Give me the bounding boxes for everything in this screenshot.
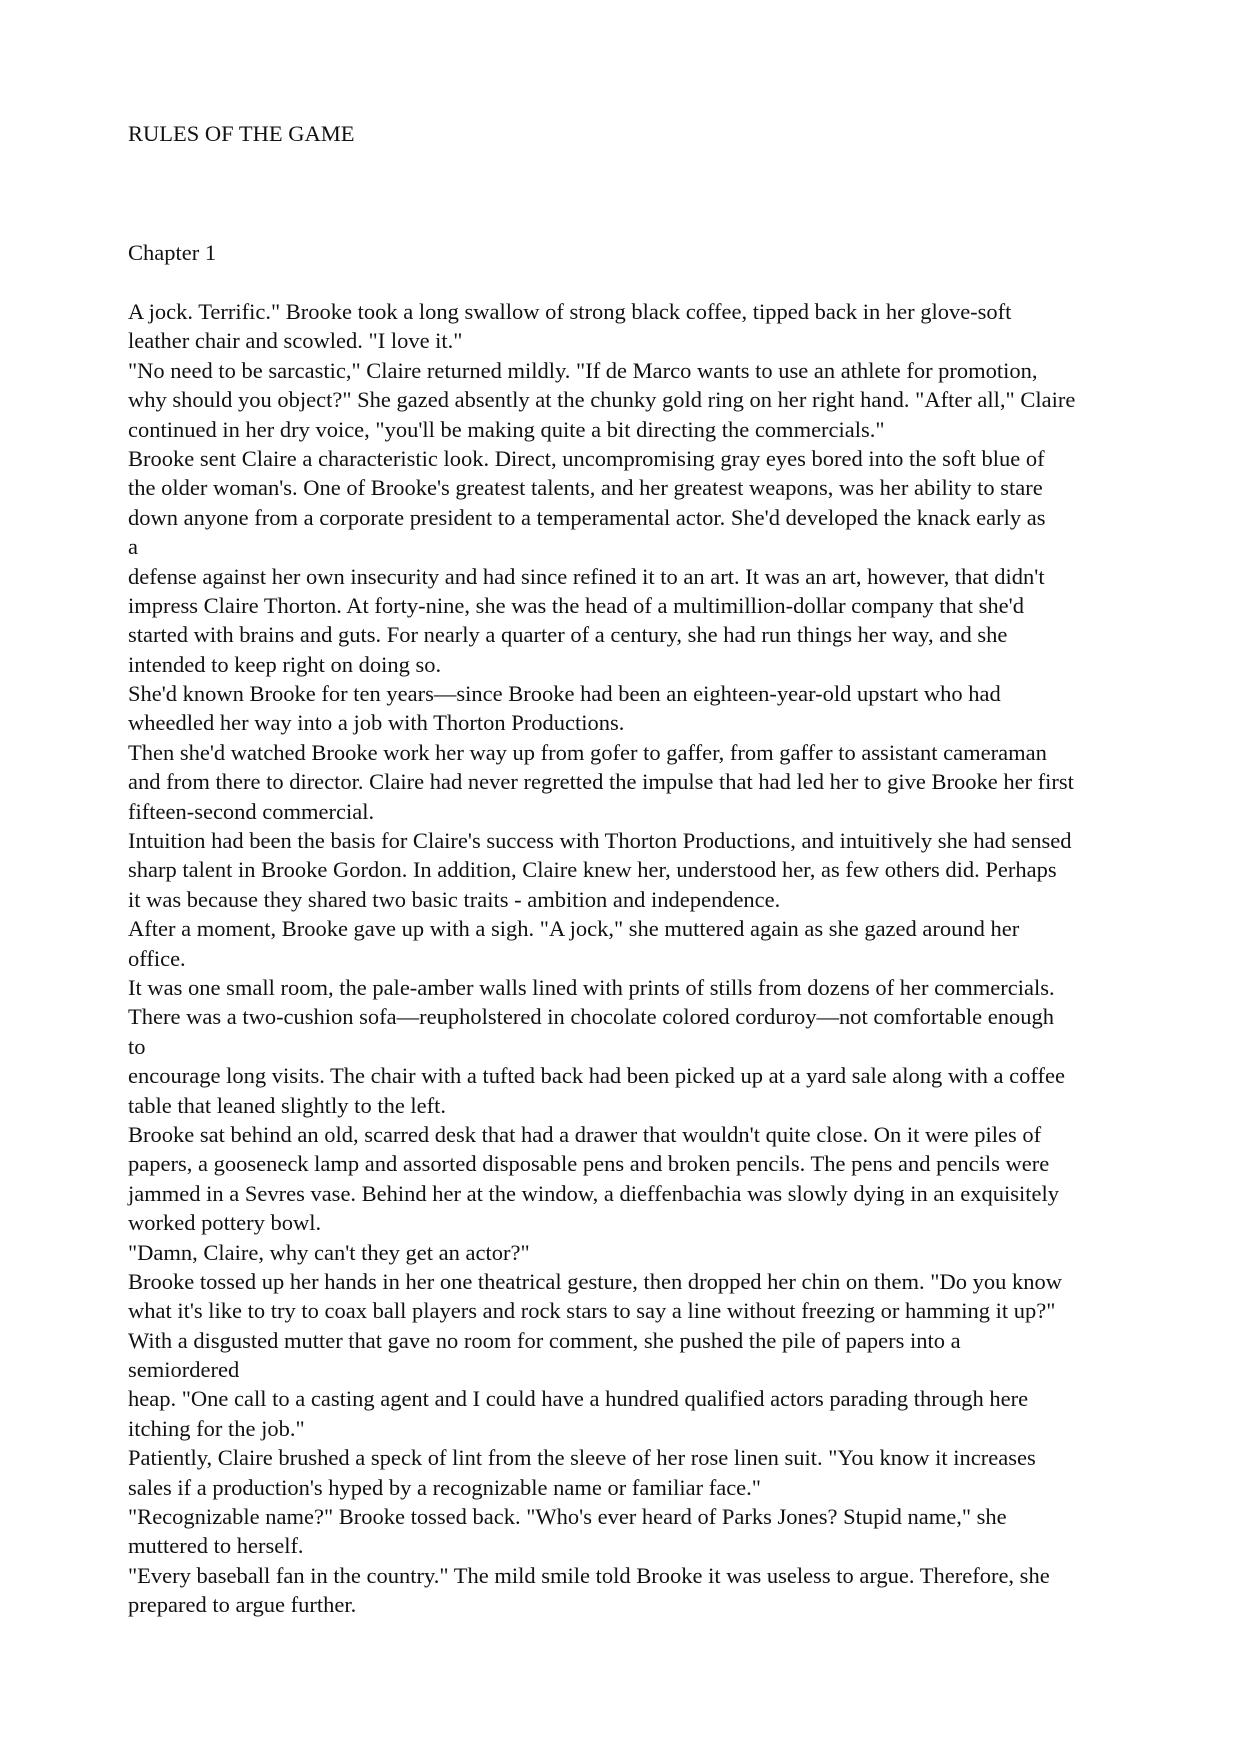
text-line: muttered to herself. [128,1533,304,1559]
chapter-heading: Chapter 1 [128,240,217,265]
text-line: sharp talent in Brooke Gordon. In addition, Claire knew her, understood her, as few others did. Perhaps [128,857,1057,883]
text-line: worked pottery bowl. [128,1210,322,1236]
text-line: leather chair and scowled. "I love it." [128,328,463,354]
text-line: Brooke sent Claire a characteristic look. Direct, uncompromising gray eyes bored into the soft blue of [128,445,1045,471]
text-line: papers, a gooseneck lamp and assorted disposable pens and broken pencils. The pens and pencils were [128,1151,1050,1177]
text-line: encourage long visits. The chair with a tufted back had been picked up at a yard sale along with a coffee [128,1063,1065,1089]
text-line: wheedled her way into a job with Thorton Productions. [128,710,625,736]
text-line: table that leaned slightly to the left. [128,1092,447,1118]
text-line: continued in her dry voice, "you'll be making quite a bit directing the commercials." [128,416,885,442]
text-line: defense against her own insecurity and had since refined it to an art. It was an art, however, that didn't [128,563,1045,589]
text-line: She'd known Brooke for ten years—since Brooke had been an eighteen-year-old upstart who had [128,681,1001,707]
body-text [128,297,1128,1620]
document-page [128,0,1128,1755]
text-line: fifteen-second commercial. [128,798,375,824]
text-line: a [128,534,138,560]
text-line: With a disgusted mutter that gave no room for comment, she pushed the pile of papers into a [128,1327,961,1353]
text-line: down anyone from a corporate president to a temperamental actor. She'd developed the knack early as [128,504,1046,530]
text-line: Patiently, Claire brushed a speck of lint from the sleeve of her rose linen suit. "You know it increases [128,1445,1036,1471]
text-line: Brooke sat behind an old, scarred desk that had a drawer that wouldn't quite close. On it were piles of [128,1121,1042,1147]
text-line: Intuition had been the basis for Claire's success with Thorton Productions, and intuitively she had sensed [128,828,1072,854]
text-line: Brooke tossed up her hands in her one theatrical gesture, then dropped her chin on them. "Do you know [128,1268,1062,1294]
text-line: A jock. Terrific." Brooke took a long swallow of strong black coffee, tipped back in her glove-soft [128,299,1012,324]
text-line: to [128,1033,146,1059]
text-line: it was because they shared two basic traits - ambition and independence. [128,886,781,912]
text-line: There was a two-cushion sofa—reupholstered in chocolate colored corduroy—not comfortable enough [128,1004,1054,1030]
text-line: why should you object?" She gazed absently at the chunky gold ring on her right hand. "After all," Claire [128,387,1076,413]
text-line: heap. "One call to a casting agent and I could have a hundred qualified actors parading through here [128,1386,1029,1412]
text-line: started with brains and guts. For nearly a quarter of a century, she had run things her way, and she [128,622,1008,648]
text-line: It was one small room, the pale-amber walls lined with prints of stills from dozens of her commercials. [128,974,1055,1000]
text-line: intended to keep right on doing so. [128,651,442,677]
text-line: sales if a production's hyped by a recognizable name or familiar face." [128,1474,761,1500]
text-line: jammed in a Sevres vase. Behind her at the window, a dieffenbachia was slowly dying in an exquisitely [128,1180,1060,1206]
text-line: "Recognizable name?" Brooke tossed back. "Who's ever heard of Parks Jones? Stupid name," she [128,1504,1007,1530]
text-line: prepared to argue further. [128,1592,357,1618]
text-line: "Damn, Claire, why can't they get an actor?" [128,1239,530,1265]
text-line: the older woman's. One of Brooke's greatest talents, and her greatest weapons, was her ability to stare [128,475,1043,501]
text-line: itching for the job." [128,1415,305,1441]
book-title: RULES OF THE GAME [128,121,355,146]
text-line: what it's like to try to coax ball players and rock stars to say a line without freezing or hamming it up?" [128,1298,1056,1324]
text-line: After a moment, Brooke gave up with a sigh. "A jock," she muttered again as she gazed around her [128,916,1020,942]
text-line: and from there to director. Claire had never regretted the impulse that had led her to give Brooke her first [128,769,1074,795]
text-line: semiordered [128,1357,240,1383]
text-line: "No need to be sarcastic," Claire returned mildly. "If de Marco wants to use an athlete for promotion, [128,357,1038,383]
text-line: impress Claire Thorton. At forty-nine, she was the head of a multimillion-dollar company that she'd [128,592,1024,618]
text-line: office. [128,945,186,971]
text-line: "Every baseball fan in the country." The mild smile told Brooke it was useless to argue. Therefore, she [128,1562,1050,1588]
text-line: Then she'd watched Brooke work her way up from gofer to gaffer, from gaffer to assistant cameraman [128,739,1047,765]
